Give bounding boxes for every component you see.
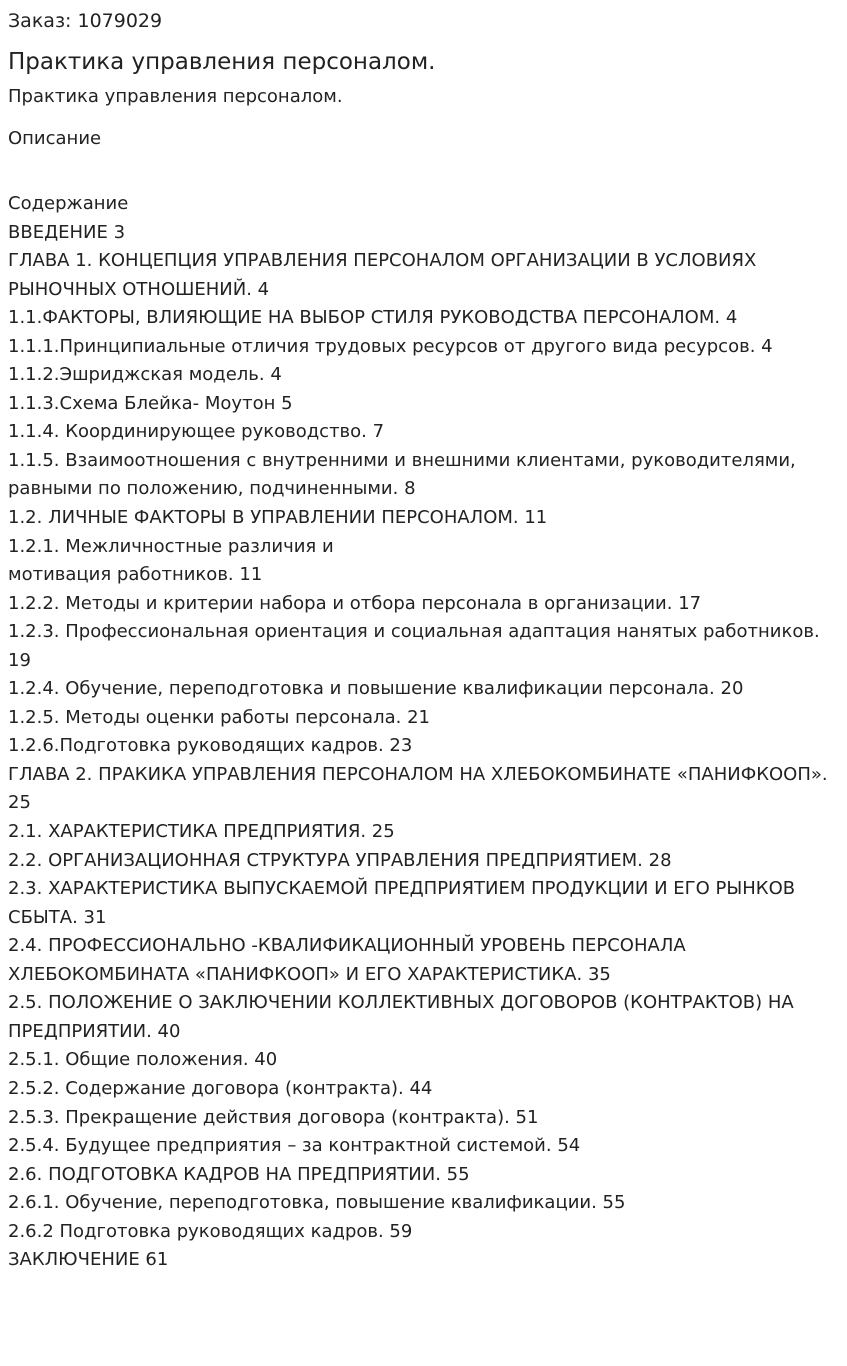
toc-item: 1.1.3.Схема Блейка- Моутон 5 [8, 392, 293, 414]
toc-item: 2.2. ОРГАНИЗАЦИОННАЯ СТРУКТУРА УПРАВЛЕНИЯ ПРЕДПРИЯТИЕМ. 28 [8, 849, 672, 871]
toc-item: 1.2.4. Обучение, переподготовка и повышение квалификации персонала. 20 [8, 678, 744, 700]
order-number: Заказ: 1079029 [8, 10, 163, 32]
toc-item: ЗАКЛЮЧЕНИЕ 61 [8, 1249, 169, 1271]
toc-item: 2.5.4. Будущее предприятия – за контрактной системой. 54 [8, 1135, 581, 1157]
toc-item: 2.6. ПОДГОТОВКА КАДРОВ НА ПРЕДПРИЯТИИ. 55 [8, 1163, 470, 1185]
toc-item: 2.5. ПОЛОЖЕНИЕ О ЗАКЛЮЧЕНИИ КОЛЛЕКТИВНЫХ ДОГОВОРОВ (КОНТРАКТОВ) НА ПРЕДПРИЯТИИ. 40 [8, 992, 794, 1042]
toc-item: 1.1.2.Эшриджская модель. 4 [8, 364, 282, 386]
toc-item: 1.2.5. Методы оценки работы персонала. 21 [8, 706, 430, 728]
toc-item: 2.6.1. Обучение, переподготовка, повышение квалификации. 55 [8, 1192, 626, 1214]
toc-item: 1.2.3. Профессиональная ориентация и социальная адаптация нанятых работников. 19 [8, 621, 820, 671]
toc-item: 1.2.2. Методы и критерии набора и отбора персонала в организации. 17 [8, 592, 702, 614]
toc-item: ГЛАВА 2. ПРАКИКА УПРАВЛЕНИЯ ПЕРСОНАЛОМ НА ХЛЕБОКОМБИНАТЕ «ПАНИФКООП». 25 [8, 763, 828, 814]
toc-item: ВВЕДЕНИЕ 3 [8, 221, 126, 243]
toc-item: 1.2.1. Межличностные различия и [8, 535, 334, 557]
toc-item: 2.5.3. Прекращение действия договора (контракта). 51 [8, 1106, 539, 1128]
toc-item: мотивация работников. 11 [8, 564, 263, 586]
page-title: Практика управления персоналом. [8, 49, 436, 75]
toc-item: 2.5.2. Содержание договора (контракта). 44 [8, 1077, 433, 1099]
toc-item: 2.6.2 Подготовка руководящих кадров. 59 [8, 1220, 413, 1242]
toc-item: 1.1.5. Взаимоотношения с внутренними и внешними клиентами, руководителями, равными по положению, подчиненными. 8 [8, 449, 796, 500]
toc-item: 2.5.1. Общие положения. 40 [8, 1049, 278, 1071]
toc-item: 1.2. ЛИЧНЫЕ ФАКТОРЫ В УПРАВЛЕНИИ ПЕРСОНАЛОМ. 11 [8, 507, 548, 529]
toc-item: 1.1.1.Принципиальные отличия трудовых ресурсов от другого вида ресурсов. 4 [8, 335, 773, 357]
toc-item: 1.2.6.Подготовка руководящих кадров. 23 [8, 735, 413, 757]
toc-item: 1.1.ФАКТОРЫ, ВЛИЯЮЩИЕ НА ВЫБОР СТИЛЯ РУКОВОДСТВА ПЕРСОНАЛОМ. 4 [8, 307, 738, 329]
page-subtitle: Практика управления персоналом. [8, 86, 343, 107]
toc-heading: Содержание [8, 193, 129, 214]
toc-item: 2.3. ХАРАКТЕРИСТИКА ВЫПУСКАЕМОЙ ПРЕДПРИЯТИЕМ ПРОДУКЦИИ И ЕГО РЫНКОВ СБЫТА. 31 [8, 878, 796, 928]
toc-item: 1.1.4. Координирующее руководство. 7 [8, 421, 385, 443]
toc-item: 2.1. ХАРАКТЕРИСТИКА ПРЕДПРИЯТИЯ. 25 [8, 821, 395, 843]
table-of-contents [8, 190, 839, 1275]
toc-item: ГЛАВА 1. КОНЦЕПЦИЯ УПРАВЛЕНИЯ ПЕРСОНАЛОМ ОРГАНИЗАЦИИ В УСЛОВИЯХ РЫНОЧНЫХ ОТНОШЕНИЙ. 4 [8, 250, 757, 300]
description-label: Описание [8, 128, 102, 149]
toc-item: 2.4. ПРОФЕССИОНАЛЬНО -КВАЛИФИКАЦИОННЫЙ УРОВЕНЬ ПЕРСОНАЛА ХЛЕБОКОМБИНАТА «ПАНИФКООП» И ЕГО ХАРАКТЕРИСТИКА. 35 [8, 935, 686, 985]
